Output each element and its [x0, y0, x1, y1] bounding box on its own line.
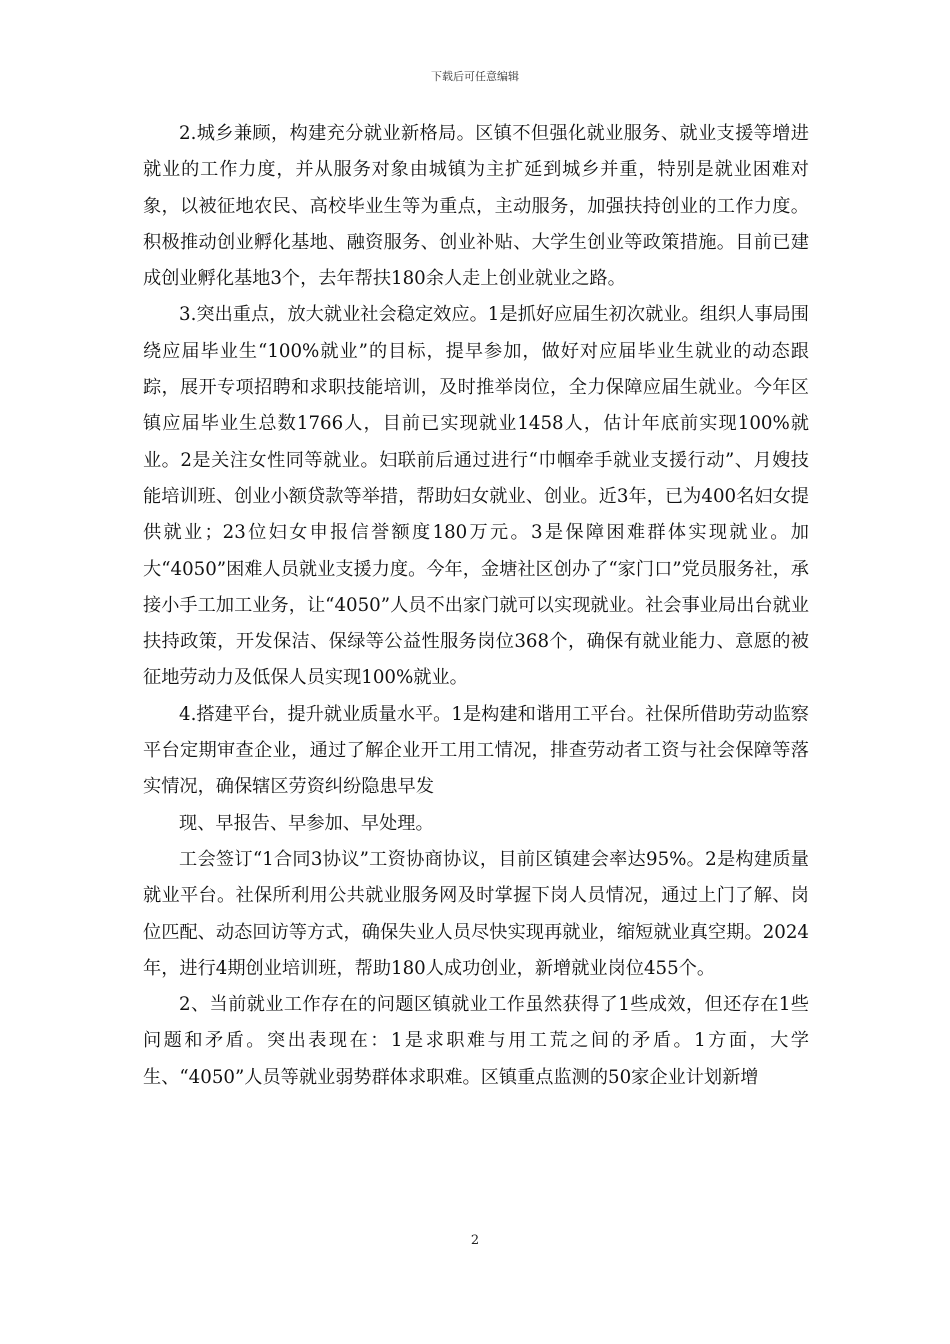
paragraph: 现、早报告、早参加、早处理。 — [179, 812, 434, 834]
page-number: 2 — [470, 1233, 480, 1248]
paragraph: 4.搭建平台，提升就业质量水平。1是构建和谐用工平台。社保所借助劳动监察平台定期审查企业，通过了解企业开工用工情况，排查劳动者工资与社会保障等落实情况，确保辖区劳资纠纷隐患早发 — [143, 703, 809, 798]
page-header: 下载后可任意编辑 — [431, 70, 519, 83]
paragraph: 工会签订“1合同3协议”工资协商协议，目前区镇建会率达95%。2是构建质量就业平台。社保所利用公共就业服务网及时掌握下岗人员情况，通过上门了解、岗位匹配、动态回访等方式，确保失业人员尽快实现再就业，缩短就业真空期。2024年，进行4期创业培训班，帮助180人成功创业，新增就业岗位455个。 — [143, 848, 809, 979]
paragraph: 2.城乡兼顾，构建充分就业新格局。区镇不但强化就业服务、就业支援等增进就业的工作力度，并从服务对象由城镇为主扩延到城乡并重，特别是就业困难对象，以被征地农民、高校毕业生等为重点，主动服务，加强扶持创业的工作力度。积极推动创业孵化基地、融资服务、创业补贴、大学生创业等政策措施。目前已建成创业孵化基地3个，去年帮扶180余人走上创业就业之路。 — [143, 123, 809, 290]
paragraph: 3.突出重点，放大就业社会稳定效应。1是抓好应届生初次就业。组织人事局围绕应届毕业生“100%就业”的目标，提早参加，做好对应届毕业生就业的动态跟踪，展开专项招聘和求职技能培训，及时推举岗位，全力保障应届生就业。今年区镇应届毕业生总数1766人，目前已实现就业1458人，估计年底前实现100%就业。2是关注女性同等就业。妇联前后通过进行“巾帼牵手就业支援行动”、月嫂技能培训班、创业小额贷款等举措，帮助妇女就业、创业。近3年，已为400名妇女提供就业；23位妇女申报信誉额度180万元。3是保障困难群体实现就业。加大“4050”困难人员就业支援力度。今年，金塘社区创办了“家门口”党员服务社，承接小手工加工业务，让“4050”人员不出家门就可以实现就业。社会事业局出台就业扶持政策，开发保洁、保绿等公益性服务岗位368个，确保有就业能力、意愿的被征地劳动力及低保人员实现100%就业。 — [143, 304, 809, 689]
document-body — [143, 116, 809, 1096]
paragraph: 2、当前就业工作存在的问题区镇就业工作虽然获得了1些成效，但还存在1些问题和矛盾。突出表现在：1是求职难与用工荒之间的矛盾。1方面，大学生、“4050”人员等就业弱势群体求职难。区镇重点监测的50家企业计划新增 — [143, 994, 809, 1088]
